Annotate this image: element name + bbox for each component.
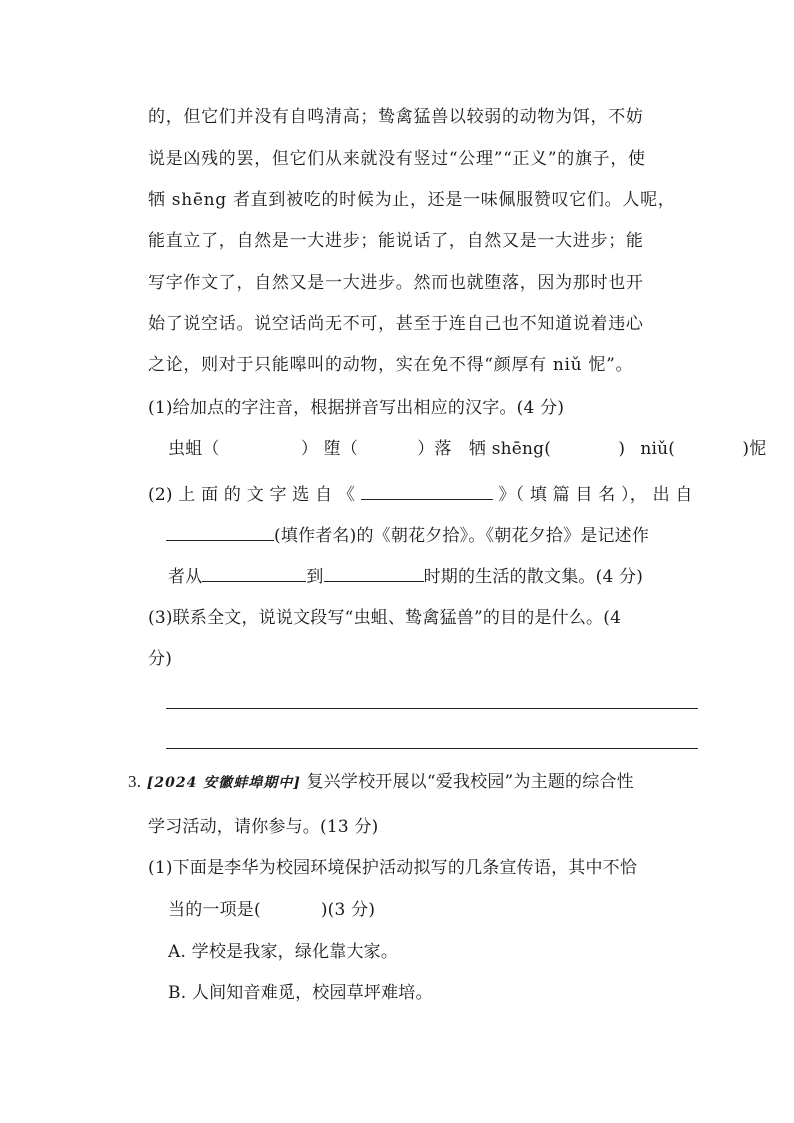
passage-line: 能直立了，自然是一大进步；能说话了，自然又是一大进步；能: [148, 231, 644, 251]
q1-prompt: (1)给加点的字注音，根据拼音写出相应的汉字。(4 分): [148, 398, 565, 418]
question-source: [2024 安徽蚌埠期中]: [146, 775, 301, 791]
q2-blank-title[interactable]: [361, 481, 493, 500]
question-number: 3.: [128, 772, 142, 791]
q2-blank-author[interactable]: [166, 522, 274, 541]
q2-line1: [148, 481, 693, 507]
question3-stem: 复兴学校开展以“爱我校园”为主题的综合性: [306, 772, 634, 792]
q1-item-a: 虫蛆（: [168, 439, 220, 459]
q1-item-d: niǔ(: [640, 439, 676, 459]
q1-item-b-close: ）落: [417, 439, 452, 459]
sub1-prompt-suffix: )(3 分): [320, 900, 376, 920]
question3-sub1-line1: (1)下面是李华为校园环境保护活动拟写的几条宣传语，其中不恰: [148, 858, 638, 878]
passage-line: 的，但它们并没有自鸣清高；鸷禽猛兽以较弱的动物为饵，不妨: [148, 107, 644, 127]
q2-line2: [166, 522, 649, 548]
question3-sub1-line2: [168, 898, 375, 922]
q2-line1-prefix: (2) 上 面 的 文 字 选 自 《: [148, 485, 356, 505]
option-b[interactable]: B. 人间知音难觅，校园草坪难培。: [168, 983, 433, 1003]
answer-line[interactable]: [166, 708, 698, 709]
option-a[interactable]: A. 学校是我家，绿化靠大家。: [168, 942, 399, 962]
q2-blank-to[interactable]: [324, 563, 424, 582]
passage-line: 写字作文了，自然又是一大进步。然而也就堕落，因为那时也开: [148, 273, 644, 293]
q1-item-d-close: )怩: [742, 439, 767, 459]
q1-item-c: 牺 shēng(: [468, 439, 552, 459]
q2-line1-suffix: 》（ 填 篇 目 名 ）， 出 自: [498, 485, 693, 505]
q2-line3-prefix: 者从: [168, 567, 203, 587]
passage-line: 之论，则对于只能嗥叫的动物，实在免不得“颜厚有 niǔ 怩”。: [148, 355, 634, 375]
question3-heading: [128, 770, 634, 795]
passage-line: 说是凶残的罢，但它们从来就没有竖过“公理”“正义”的旗子，使: [148, 149, 646, 169]
passage-line: 牺 shēng 者直到被吃的时候为止，还是一味佩服赞叹它们。人呢，: [148, 190, 676, 210]
passage-line: 始了说空话。说空话尚无不可，甚至于连自己也不知道说着违心: [148, 314, 644, 334]
q1-item-c-close: ): [618, 439, 626, 459]
q2-line3-mid: 到: [306, 567, 324, 587]
q2-line3-suffix: 时期的生活的散文集。(4 分): [423, 567, 644, 587]
answer-line[interactable]: [166, 748, 698, 749]
q1-item-a-close: ）: [300, 439, 319, 459]
sub1-prompt-prefix: 当的一项是(: [168, 900, 261, 920]
q2-blank-from[interactable]: [202, 563, 306, 582]
q1-item-b: 堕（: [323, 439, 359, 459]
q2-line3: [168, 563, 643, 589]
question3-stem-line2: 学习活动，请你参与。(13 分): [148, 817, 379, 837]
q3-line2: 分): [148, 649, 173, 669]
q3-line1: (3)联系全文，说说文段写“虫蛆、鸷禽猛兽”的目的是什么。(4: [148, 608, 622, 628]
q2-line2-suffix: (填作者名)的《朝花夕拾》。《朝花夕拾》是记述作: [274, 526, 650, 546]
q1-items: [168, 437, 766, 461]
